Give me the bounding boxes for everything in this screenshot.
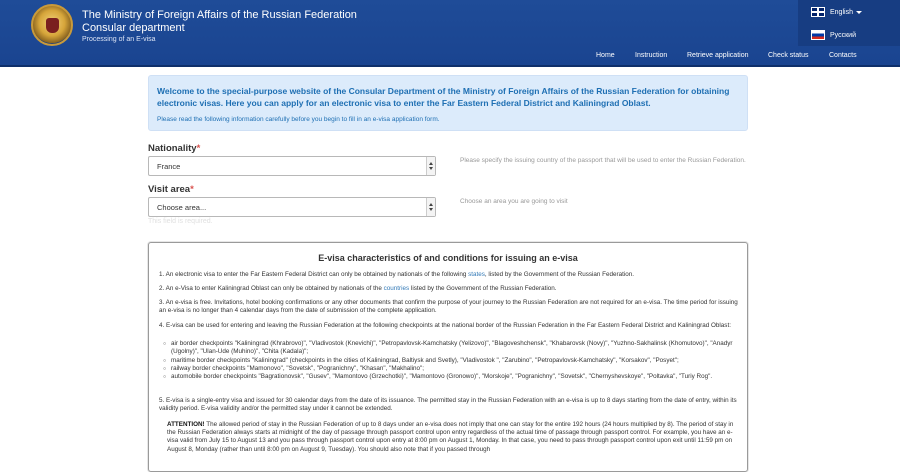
visit-area-hint: Choose an area you are going to visit [460,198,568,205]
checkpoint-maritime: ○ maritime border checkpoints "Kaliningrad" (checkpoints in the cities of Kaliningrad, Baltiysk and Svetly), "Vladivostok ", "Zarubino", "Petropavlovsk-Kamchatsky", "Korsakov", "Posyet"; [171,357,739,365]
visit-area-select[interactable] [148,197,436,217]
condition-1-text-end: , listed by the Government of the Russian Federation. [484,271,634,278]
welcome-alert [148,75,748,131]
visit-area-label [148,184,194,195]
nationality-hint: Please specify the issuing country of the passport that will be used to enter the Russian Federation. [460,157,746,164]
condition-2-text-end: listed by the Government of the Russian Federation. [409,285,557,292]
language-switcher [798,0,900,46]
conditions-panel[interactable] [148,242,748,472]
select-arrows-icon [426,198,435,216]
nav-check-status[interactable]: Check status [768,52,809,59]
condition-item-1 [159,271,739,279]
condition-2-text: 2. An e-Visa to enter Kaliningrad Oblast can only be obtained by nationals of the [159,285,384,292]
welcome-note: Please read the following information carefully before you begin to fill in an e-visa application form. [157,116,440,123]
page-subtitle: Processing of an E-visa [82,36,156,43]
checkpoint-air: ○ air border checkpoints "Kaliningrad (Khrabrovo)", "Vladivostok (Knevichi)", "Petropavlovsk-Kamchatsky (Yelizovo)", "Blagoveshchensk", "Khabarovsk (Novy)", "Yuzhno-Sakhalinsk (Khomutovo)", "Anadyr (Ugolny)", "Ulan-Ude (Muhino)", "Chita (Kadala)"; [171,340,739,356]
attention-label: ATTENTION! [167,421,205,428]
language-russian-label: Русский [830,31,856,39]
condition-item-4: 4. E-visa can be used for entering and leaving the Russian Federation at the following checkpoints at the national border of the Russian Federation in the Far Eastern Federal District and Kaliningrad Oblast: [159,322,731,329]
attention-text: The allowed period of stay in the Russian Federation of up to 8 days under an e-visa does not imply that one can stay for the entire 192 hours (24 hours multiplied by 8). The period of stay in the Russian Federation always starts at midnight of the day of passage through passport control upon entry regardless of the actual time of passage through passport control. For example, you have an e-visa valid from July 15 to August 13 and you pass through passport control upon entry at 8:00 pm on August 1, Monday. In that case, you need to pass through passport control upon exit until 11:59 pm on August 8, Monday (rather than until 8:00 pm on August 9, Tuesday). You should also note that if you passed through [167,421,734,453]
states-link[interactable]: states [468,271,485,278]
welcome-heading: Welcome to the special-purpose website of the Consular Department of the Ministry of Foreign Affairs of the Russian Federation for obtaining electronic visas. Here you can apply for an electronic visa to enter the Far Eastern Federal District and Kaliningrad Oblast. [157,86,730,108]
uk-flag-icon [811,7,825,17]
visit-area-label-text: Visit area [148,184,191,195]
nav-contacts[interactable]: Contacts [829,52,857,59]
condition-item-3: 3. An e-visa is free. Invitations, hotel booking confirmations or any other documents that confirm the purpose of your journey to the Russian Federation are not required for an e-visa. The time period for issuing an e-visa is no longer than 4 calendar days from the date of submission of the complete application. [159,299,738,315]
visit-area-error: This field is required. [148,218,213,225]
attention-note [167,421,737,454]
nationality-value: France [157,162,181,171]
condition-item-2 [159,285,739,293]
nationality-select[interactable] [148,156,436,176]
checkpoint-railway: ○ railway border checkpoints "Mamonovo", "Sovetsk", "Pogranichny", "Khasan", "Makhalino"; [171,365,739,373]
org-title-line2: Consular department [82,22,185,34]
conditions-title: E-visa characteristics of and conditions for issuing an e-visa [318,253,578,263]
nav-home[interactable]: Home [596,52,615,59]
select-arrows-icon [426,157,435,175]
ru-flag-icon [811,30,825,40]
condition-item-5: 5. E-visa is a single-entry visa and issued for 30 calendar days from the date of its issuance. The permitted stay in the Russian Federation with an e-visa is up to 8 days starting from the date of entry, within its validity period. E-visa validity and/or the permitted stay under it cannot be extended. [159,397,737,413]
language-english-label: English [830,8,853,16]
required-mark: * [196,143,201,154]
nav-instruction[interactable]: Instruction [635,52,668,59]
site-header [0,0,900,67]
language-english[interactable] [811,7,862,17]
org-title-line1: The Ministry of Foreign Affairs of the Russian Federation [82,9,357,21]
language-russian[interactable] [811,30,856,40]
countries-link[interactable]: countries [383,285,410,292]
checkpoint-automobile: ○ automobile border checkpoints "Bagrationovsk", "Gusev", "Mamontovo (Grzechotki)", "Mamontovo (Gronowo)", "Morskoje", "Pogranichny", "Sovetsk", "Chernyshevskoye", "Poltavka", "Turiy Rog". [171,373,739,381]
required-mark: * [190,184,194,195]
chevron-down-icon [856,11,862,14]
nationality-label-text: Nationality [148,143,197,154]
coat-of-arms-logo[interactable] [31,4,73,46]
nav-retrieve-application[interactable]: Retrieve application [687,52,749,59]
visit-area-value: Choose area... [157,203,207,212]
condition-1-text: 1. An electronic visa to enter the Far Eastern Federal District can only be obtained by nationals of the following [159,271,469,278]
nationality-label [148,143,200,154]
org-title [82,9,357,35]
